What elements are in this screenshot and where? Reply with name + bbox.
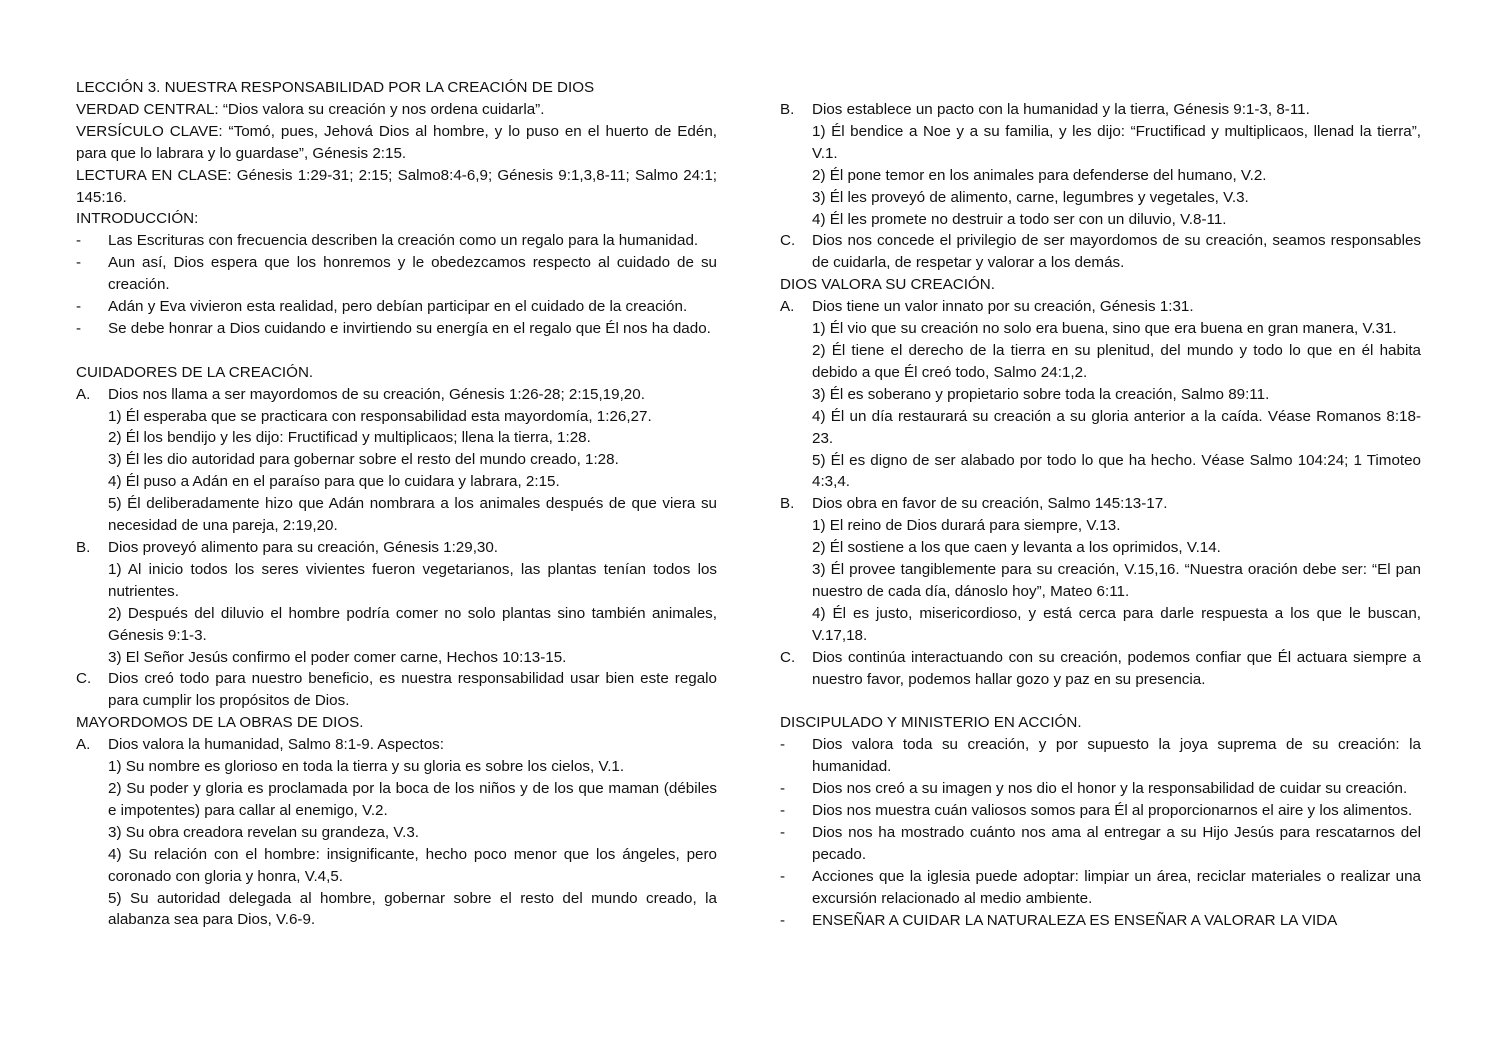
outline-marker: A.: [76, 385, 91, 403]
bullet-item: [780, 910, 1421, 932]
section-heading: MAYORDOMOS DE LA OBRAS DE DIOS.: [76, 714, 364, 732]
bullet-item: [780, 734, 1421, 778]
bullet-text: Dios nos creó a su imagen y nos dio el honor y la responsabilidad de cuidar su creación.: [812, 780, 1408, 798]
bullet-text: ENSEÑAR A CUIDAR LA NATURALEZA ES ENSEÑAR A VALORAR LA VIDA: [812, 911, 1338, 929]
outline-text: Dios obra en favor de su creación, Salmo 145:13-17.: [812, 495, 1168, 513]
bullet-item: [76, 230, 717, 252]
sub-item: 2) Él los bendijo y les dijo: Fructificad y multiplicaos; llena la tierra, 1:28.: [108, 429, 591, 447]
outline-marker: B.: [76, 539, 91, 557]
bullet-text: Dios nos ha mostrado cuánto nos ama al entregar a su Hijo Jesús para rescatarnos del pecado.: [812, 823, 1421, 863]
outline-text: Dios tiene un valor innato por su creación, Génesis 1:31.: [812, 298, 1194, 316]
outline-marker: B.: [780, 495, 795, 513]
bullet-text: Acciones que la iglesia puede adoptar: limpiar un área, reciclar materiales o realizar una excursión relacionado al medio ambiente.: [812, 867, 1421, 907]
sub-item: 1) El reino de Dios durará para siempre, V.13.: [812, 517, 1121, 535]
outline-marker: A.: [780, 298, 795, 316]
sub-item: 4) Su relación con el hombre: insignificante, hecho poco menor que los ángeles, pero coronado con gloria y honra, V.4,5.: [108, 845, 717, 885]
bullet-marker: -: [76, 254, 82, 272]
bullet-marker: -: [76, 319, 82, 337]
sub-item: 1) Al inicio todos los seres vivientes fueron vegetarianos, las plantas tenían todos los nutrientes.: [108, 560, 717, 600]
sub-item: 4) Él es justo, misericordioso, y está cerca para darle respuesta a los que le buscan, V.17,18.: [812, 604, 1421, 644]
outline-marker: C.: [780, 232, 796, 250]
section-heading: INTRODUCCIÓN:: [76, 210, 199, 228]
outline-text: Dios nos llama a ser mayordomos de su creación, Génesis 1:26-28; 2:15,19,20.: [108, 385, 645, 403]
outline-item: [780, 99, 1421, 121]
bullet-item: [76, 296, 717, 318]
bullet-text: Dios nos muestra cuán valiosos somos para Él al proporcionarnos el aire y los alimentos.: [812, 801, 1413, 819]
lesson-title: LECCIÓN 3. NUESTRA RESPONSABILIDAD POR LA CREACIÓN DE DIOS: [76, 79, 595, 96]
outline-text: Dios continúa interactuando con su creación, podemos confiar que Él actuara siempre a nuestro favor, podemos hallar gozo y paz en su presencia.: [812, 648, 1421, 688]
outline-text: Dios creó todo para nuestro beneficio, es nuestra responsabilidad usar bien este regalo para cumplir los propósitos de Dios.: [108, 670, 717, 710]
sub-item: 2) Él sostiene a los que caen y levanta a los oprimidos, V.14.: [812, 539, 1221, 557]
bullet-marker: -: [780, 780, 786, 798]
bullet-marker: -: [780, 867, 786, 885]
sub-item: 3) Su obra creadora revelan su grandeza, V.3.: [108, 823, 419, 841]
sub-item: 3) Él les dio autoridad para gobernar sobre el resto del mundo creado, 1:28.: [108, 451, 619, 469]
outline-text: Dios proveyó alimento para su creación, Génesis 1:29,30.: [108, 539, 499, 557]
sub-item: 4) Él un día restaurará su creación a su gloria anterior a la caída. Véase Romanos 8:18-23.: [812, 407, 1421, 447]
sub-item: 2) Él pone temor en los animales para defenderse del humano, V.2.: [812, 166, 1267, 184]
section-heading: DISCIPULADO Y MINISTERIO EN ACCIÓN.: [780, 714, 1082, 732]
outline-item: [76, 668, 717, 712]
outline-item: [780, 230, 1421, 274]
bullet-item: [780, 866, 1421, 910]
sub-item: 3) Él provee tangiblemente para su creación, V.15,16. “Nuestra oración debe ser: “El pan nuestro de cada día, dánoslo hoy”, Mateo 6:11.: [812, 561, 1421, 600]
bullet-text: Las Escrituras con frecuencia describen la creación como un regalo para la humanidad.: [108, 232, 699, 250]
bullet-marker: -: [780, 736, 786, 754]
bullet-item: [780, 778, 1421, 800]
outline-item: [76, 734, 717, 756]
sub-item: 5) Él deliberadamente hizo que Adán nombrara a los animales después de que viera su necesidad de una pareja, 2:19,20.: [108, 495, 717, 535]
section-heading: DIOS VALORA SU CREACIÓN.: [780, 276, 995, 294]
right-column: [780, 99, 1421, 931]
sub-item: 2) Él tiene el derecho de la tierra en su plenitud, del mundo y todo lo que en él habita debido a que Él creó todo, Salmo 24:1,2.: [812, 341, 1421, 381]
sub-item: 3) Él les proveyó de alimento, carne, legumbres y vegetales, V.3.: [812, 188, 1249, 206]
section-heading: CUIDADORES DE LA CREACIÓN.: [76, 363, 314, 381]
bullet-item: [780, 800, 1421, 822]
outline-text: Dios establece un pacto con la humanidad y la tierra, Génesis 9:1-3, 8-11.: [812, 101, 1310, 118]
left-column: [76, 77, 717, 931]
class-reading: LECTURA EN CLASE: Génesis 1:29-31; 2:15; Salmo8:4-6,9; Génesis 9:1,3,8-11; Salmo 24:1; 145:16.: [76, 166, 717, 206]
outline-marker: B.: [780, 101, 795, 118]
bullet-text: Aun así, Dios espera que los honremos y le obedezcamos respecto al cuidado de su creación.: [108, 254, 717, 294]
sub-item: 3) Él es soberano y propietario sobre toda la creación, Salmo 89:11.: [812, 385, 1270, 403]
outline-item: [780, 296, 1421, 318]
bullet-text: Dios valora toda su creación, y por supuesto la joya suprema de su creación: la humanidad.: [812, 736, 1421, 776]
outline-marker: A.: [76, 736, 91, 754]
sub-item: 3) El Señor Jesús confirmo el poder comer carne, Hechos 10:13-15.: [108, 648, 567, 666]
bullet-marker: -: [76, 232, 82, 250]
sub-item: 1) Él vio que su creación no solo era buena, sino que era buena en gran manera, V.31.: [812, 320, 1397, 338]
bullet-marker: -: [780, 823, 786, 841]
central-truth: VERDAD CENTRAL: “Dios valora su creación y nos ordena cuidarla”.: [76, 100, 545, 118]
outline-text: Dios valora la humanidad, Salmo 8:1-9. Aspectos:: [108, 736, 444, 754]
sub-item: 1) Él esperaba que se practicara con responsabilidad esta mayordomía, 1:26,27.: [108, 407, 652, 425]
spacer: [780, 690, 1421, 712]
bullet-text: Adán y Eva vivieron esta realidad, pero debían participar en el cuidado de la creación.: [108, 298, 688, 316]
outline-item: [780, 493, 1421, 515]
key-verse: VERSÍCULO CLAVE: “Tomó, pues, Jehová Dios al hombre, y lo puso en el huerto de Edén, para que lo labrara y lo guardase”, Génesis 2:15.: [76, 122, 717, 162]
sub-item: 4) Él les promete no destruir a todo ser con un diluvio, V.8-11.: [812, 210, 1227, 228]
bullet-marker: -: [780, 801, 786, 819]
spacer: [76, 340, 717, 362]
sub-item: 2) Su poder y gloria es proclamada por la boca de los niños y de los que maman (débiles e impotentes) para callar al enemigo, V.2.: [108, 779, 717, 819]
outline-marker: C.: [76, 670, 92, 688]
sub-item: 2) Después del diluvio el hombre podría comer no solo plantas sino también animales, Génesis 9:1-3.: [108, 604, 717, 644]
outline-marker: C.: [780, 648, 796, 666]
bullet-marker: -: [76, 298, 82, 316]
bullet-item: [76, 318, 717, 340]
sub-item: 4) Él puso a Adán en el paraíso para que lo cuidara y labrara, 2:15.: [108, 473, 560, 491]
outline-item: [76, 537, 717, 559]
outline-text: Dios nos concede el privilegio de ser mayordomos de su creación, seamos responsables de cuidarla, de respetar y valorar a los demás.: [812, 232, 1421, 272]
bullet-text: Se debe honrar a Dios cuidando e invirtiendo su energía en el regalo que Él nos ha dado.: [108, 319, 711, 337]
sub-item: 5) Él es digno de ser alabado por todo lo que ha hecho. Véase Salmo 104:24; 1 Timoteo 4:3,4.: [812, 451, 1421, 491]
bullet-marker: -: [780, 911, 786, 929]
outline-item: [780, 647, 1421, 691]
sub-item: 1) Él bendice a Noe y a su familia, y les dijo: “Fructificad y multiplicaos, llenad la tierra”, V.1.: [812, 122, 1421, 162]
sub-item: 5) Su autoridad delegada al hombre, gobernar sobre el resto del mundo creado, la alabanza sea para Dios, V.6-9.: [108, 889, 717, 929]
bullet-item: [780, 822, 1421, 866]
bullet-item: [76, 252, 717, 296]
sub-item: 1) Su nombre es glorioso en toda la tierra y su gloria es sobre los cielos, V.1.: [108, 758, 625, 776]
outline-item: [76, 384, 717, 406]
